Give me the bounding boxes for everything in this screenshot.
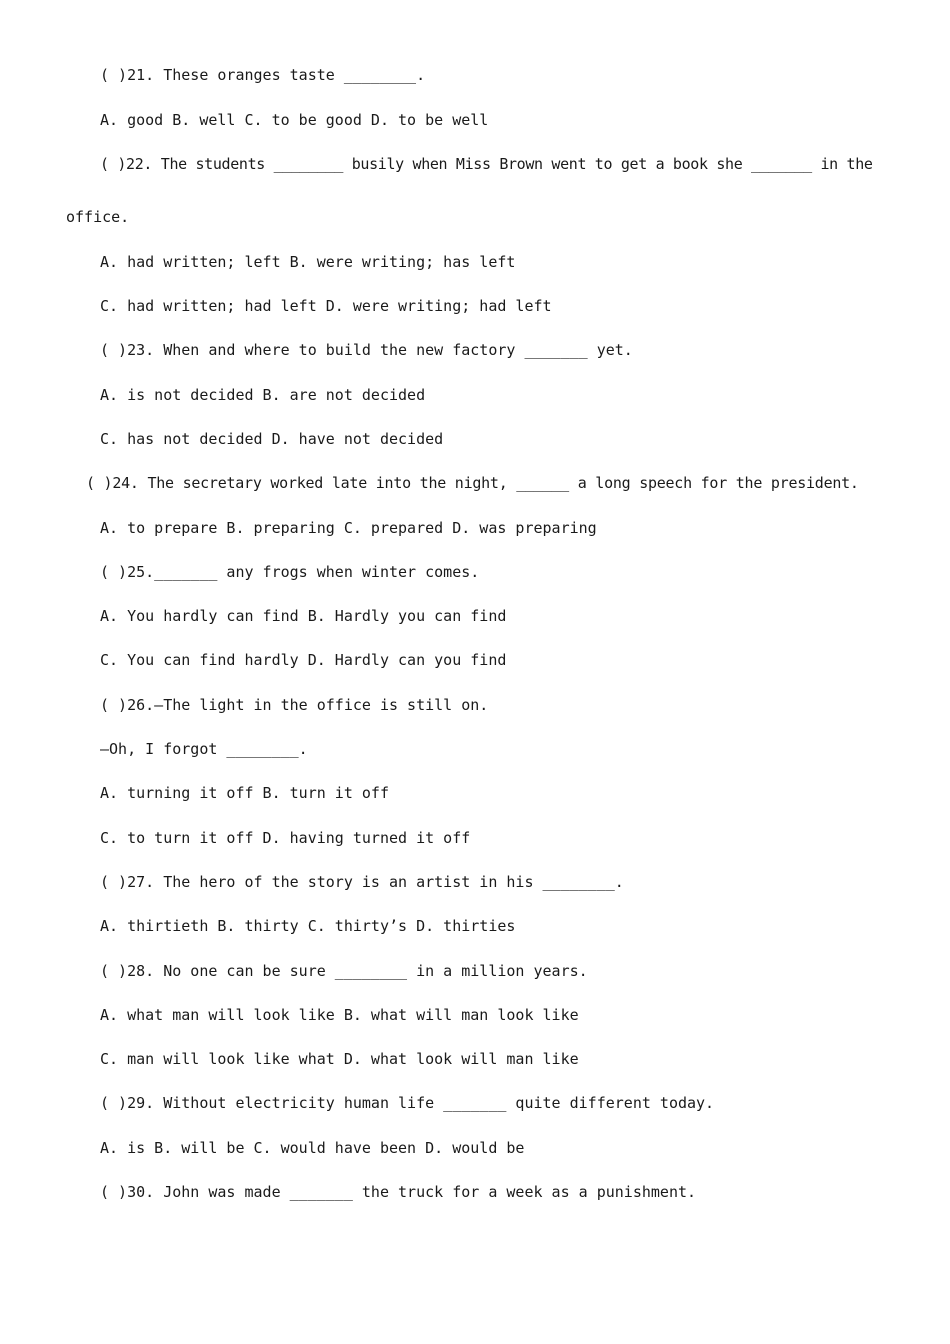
question-24: ( )24. The secretary worked late into the night, ______ a long speech for the president. (86, 474, 859, 492)
options-24: A. to prepare B. preparing C. prepared D. was preparing (100, 519, 597, 537)
question-22: ( )22. The students ________ busily when Miss Brown went to get a book she _______ in the (100, 155, 873, 173)
options-25-row-1: A. You hardly can find B. Hardly you can find (100, 607, 507, 625)
question-21: ( )21. These oranges taste ________. (100, 66, 426, 84)
question-30: ( )30. John was made _______ the truck for a week as a punishment. (100, 1183, 697, 1201)
question-25: ( )25._______ any frogs when winter comes. (100, 563, 480, 581)
options-22-row-1: A. had written; left B. were writing; has left (100, 253, 516, 271)
question-28: ( )28. No one can be sure ________ in a million years. (100, 962, 588, 980)
options-26-row-1: A. turning it off B. turn it off (100, 784, 389, 802)
options-23-row-2: C. has not decided D. have not decided (100, 430, 444, 448)
question-26: ( )26.—The light in the office is still on. (100, 696, 489, 714)
options-21: A. good B. well C. to be good D. to be well (100, 111, 489, 129)
options-26-row-2: C. to turn it off D. having turned it off (100, 829, 471, 847)
question-27: ( )27. The hero of the story is an artist in his ________. (100, 873, 624, 891)
question-23: ( )23. When and where to build the new factory _______ yet. (100, 341, 633, 359)
options-23-row-1: A. is not decided B. are not decided (100, 386, 426, 404)
options-29: A. is B. will be C. would have been D. would be (100, 1139, 525, 1157)
question-26-reply: —Oh, I forgot ________. (100, 740, 308, 758)
options-22-row-2: C. had written; had left D. were writing; had left (100, 297, 552, 315)
question-22-continued: office. (66, 208, 130, 226)
options-25-row-2: C. You can find hardly D. Hardly can you find (100, 651, 507, 669)
options-27: A. thirtieth B. thirty C. thirty’s D. thirties (100, 917, 516, 935)
options-28-row-1: A. what man will look like B. what will man look like (100, 1006, 579, 1024)
options-28-row-2: C. man will look like what D. what look will man like (100, 1050, 579, 1068)
question-29: ( )29. Without electricity human life _______ quite different today. (100, 1094, 715, 1112)
